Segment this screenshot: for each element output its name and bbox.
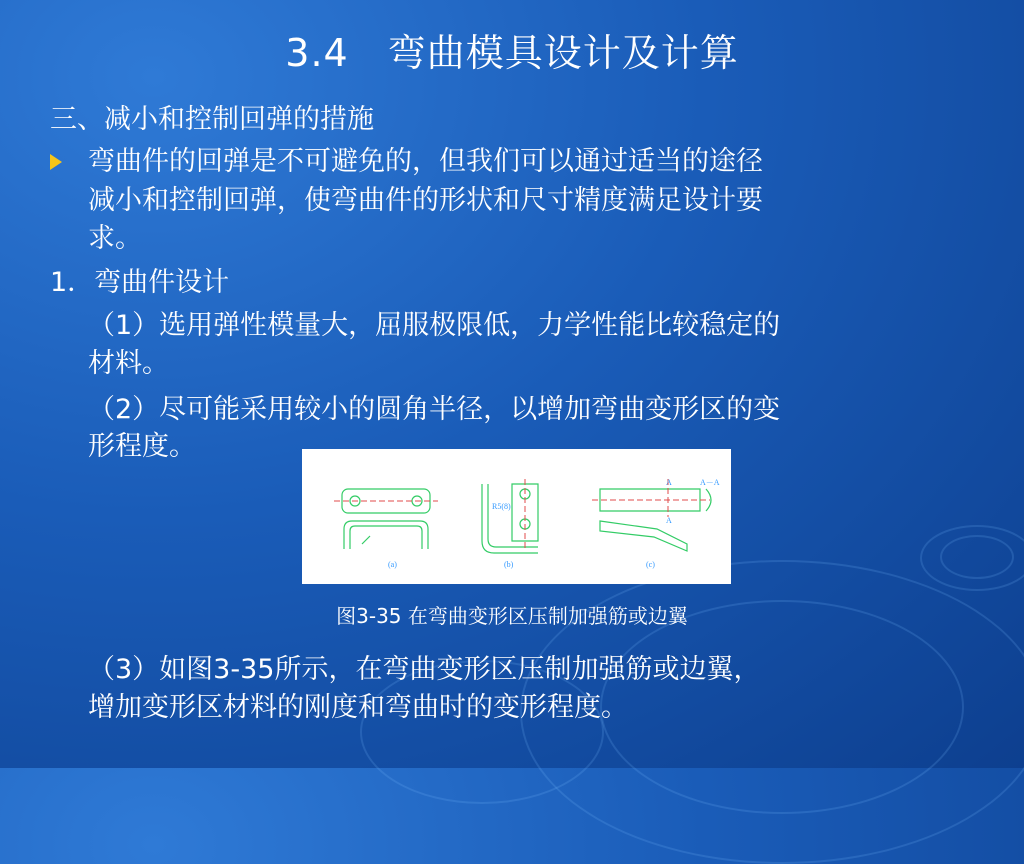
slide-title: 3.4 弯曲模具设计及计算 bbox=[285, 31, 739, 75]
section-mark-aa: A－A bbox=[700, 478, 720, 487]
bullet-line-2: 减小和控制回弹，使弯曲件的形状和尺寸精度满足设计要 bbox=[88, 185, 763, 216]
figure-label-a: (a) bbox=[388, 560, 397, 569]
water-ripple bbox=[920, 525, 1024, 591]
item-2-line-1: （2）尽可能采用较小的圆角半径，以增加弯曲变形区的变 bbox=[88, 394, 781, 425]
bending-figure bbox=[302, 449, 731, 584]
arrow-bullet-icon bbox=[50, 154, 62, 170]
bullet-line-1: 弯曲件的回弹是不可避免的，但我们可以通过适当的途径 bbox=[88, 146, 763, 177]
section-mark-bottom: A bbox=[666, 516, 672, 525]
subsection-heading: 1．弯曲件设计 bbox=[50, 267, 230, 298]
item-3-line-2: 增加变形区材料的刚度和弯曲时的变形程度。 bbox=[88, 692, 628, 723]
item-2-line-2: 形程度。 bbox=[88, 431, 196, 462]
bullet-line-3: 求。 bbox=[88, 223, 142, 254]
figure-caption: 图3-35 在弯曲变形区压制加强筋或边翼 bbox=[336, 604, 688, 628]
section-mark-top: A bbox=[666, 478, 672, 487]
section-heading: 三、减小和控制回弹的措施 bbox=[50, 104, 374, 135]
item-3-line-1: （3）如图3-35所示，在弯曲变形区压制加强筋或边翼， bbox=[88, 654, 761, 685]
item-1-line-2: 材料。 bbox=[88, 348, 169, 379]
figure-label-b: (b) bbox=[504, 560, 514, 569]
figure-label-c: (c) bbox=[646, 560, 655, 569]
figure-dimension-label: R5(8) bbox=[492, 502, 511, 511]
water-ripple bbox=[600, 600, 964, 814]
item-1-line-1: （1）选用弹性模量大，屈服极限低，力学性能比较稳定的 bbox=[88, 310, 781, 341]
bending-diagram bbox=[302, 449, 731, 584]
